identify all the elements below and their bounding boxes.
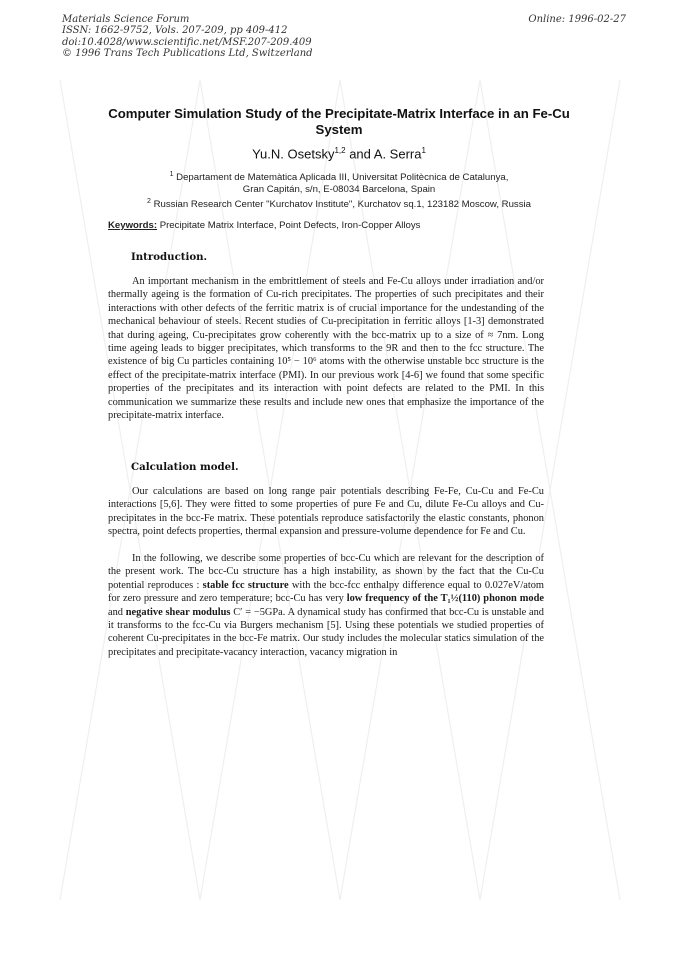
affiliation-2 bbox=[100, 196, 578, 211]
stable-fcc-emphasis: stable fcc structure bbox=[202, 579, 289, 591]
affiliation-2-mark: 2 bbox=[146, 198, 151, 205]
online-date: Online: 1996-02-27 bbox=[528, 14, 626, 25]
shear-modulus-emphasis: negative shear modulus bbox=[125, 606, 231, 618]
keywords bbox=[108, 220, 420, 231]
affiliation-1 bbox=[100, 169, 578, 196]
introduction-text: An important mechanism in the embrittlement of steels and Fe-Cu alloys under irradiation and/or thermally ageing is the formation of Cu-rich precipitates. The properties of such precipitates and their interactions with other defects of the ferritic matrix is of crucial importance for the undestanding of the mechanical behaviour of steels. Recent studies of Cu-precipitation in ferritic alloys [1-3] demonstrated that during ageing, Cu-precipitates grow coherently with the bcc-matrix up to a size of ≈ 7nm. Long time ageing leads to bigger precipitates, which transforms to the 9R and then to the fcc structure. The existence of big Cu particles containing 10⁵ − 10⁶ atoms with the otherwise unstable bcc structure is the effect of the precipitate-matrix interface (PMI). In our previous work [4-6] we found that some specific properties of the precipitates and its interaction with point defects are related to the PMI. In this communication we summarize these results and include new ones that emphasize the importance of the precipitate-matrix interface. bbox=[108, 276, 544, 422]
section-heading-calculation-model: Calculation model. bbox=[131, 461, 239, 473]
journal-name: Materials Science Forum bbox=[62, 14, 190, 25]
paper-title: Computer Simulation Study of the Precipitate-Matrix Interface in an Fe-Cu System bbox=[108, 106, 570, 137]
keywords-text: Precipitate Matrix Interface, Point Defects, Iron-Copper Alloys bbox=[157, 220, 421, 231]
phonon-mode-emphasis: low frequency of the T₁½(110) phonon mode bbox=[346, 593, 544, 605]
author-osetsky-affiliation-mark: 1,2 bbox=[334, 146, 346, 155]
model-paragraph-1 bbox=[108, 485, 544, 539]
model-paragraph-2-part-a: In the following, we describe some properties of bcc-Cu which are relevant for the description of the present work. The bcc-Cu structure has a high instability, as shown by the fact that the Cu-Cu potential reproduces : bbox=[108, 553, 544, 591]
model-paragraph-1-text: Our calculations are based on long range pair potentials describing Fe-Fe, Cu-Cu and Fe-Cu interactions [5,6]. They were fitted to some properties of pure Fe and Cu, dilute Fe-Cu alloys and Cu-precipitates in the bcc-Fe matrix. These potentials reproduce satisfactorily the elastic constants, phonon spectra, point defects properties, thermal expansion and pressure-volume dependence for Fe and Cu. bbox=[108, 486, 544, 538]
affiliation-1-line-1: Departament de Matemàtica Aplicada III, Universitat Politècnica de Catalunya, bbox=[176, 172, 509, 184]
model-paragraph-2 bbox=[108, 552, 544, 659]
introduction-paragraph bbox=[108, 275, 544, 422]
affiliation-1-line-2: Gran Capitán, s/n, E-08034 Barcelona, Spain bbox=[242, 184, 436, 196]
model-paragraph-2-part-e: C′ = −5GPa. A dynamical study has confirmed that bcc-Cu is unstable and it transforms to the fcc-Cu via Burgers mechanism [5]. Using these potentials we studied properties of coherent Cu-precipitates in the bcc-Fe matrix. Our study includes the molecular statics simulation of the precipitates and precipitate-vacancy interaction, vacancy migration in bbox=[108, 606, 544, 658]
doi-line[interactable]: doi:10.4028/www.scientific.net/MSF.207-209.409 bbox=[62, 36, 312, 48]
affiliation-1-mark: 1 bbox=[169, 171, 174, 178]
author-line bbox=[100, 146, 578, 161]
model-paragraph-2-part-c: with the bcc-fcc enthalpy difference equal to 0.027eV/atom for zero pressure and zero temperature; bcc-Cu has very bbox=[108, 579, 545, 605]
affiliation-2-text: Russian Research Center "Kurchatov Institute", Kurchatov sq.1, 123182 Moscow, Russia bbox=[153, 199, 531, 211]
keywords-label: Keywords: bbox=[108, 220, 158, 231]
issn-line: ISSN: 1662-9752, Vols. 207-209, pp 409-412 bbox=[62, 25, 288, 37]
author-osetsky: Yu.N. Osetsky bbox=[252, 146, 335, 162]
journal-header bbox=[62, 14, 313, 60]
copyright-line: © 1996 Trans Tech Publications Ltd, Switzerland bbox=[62, 48, 313, 60]
model-paragraph-2-part-d: and bbox=[108, 606, 126, 618]
author-serra-affiliation-mark: 1 bbox=[421, 146, 426, 155]
author-serra: A. Serra bbox=[373, 146, 422, 162]
author-conjunction: and bbox=[345, 146, 374, 162]
section-heading-introduction: Introduction. bbox=[131, 251, 208, 263]
